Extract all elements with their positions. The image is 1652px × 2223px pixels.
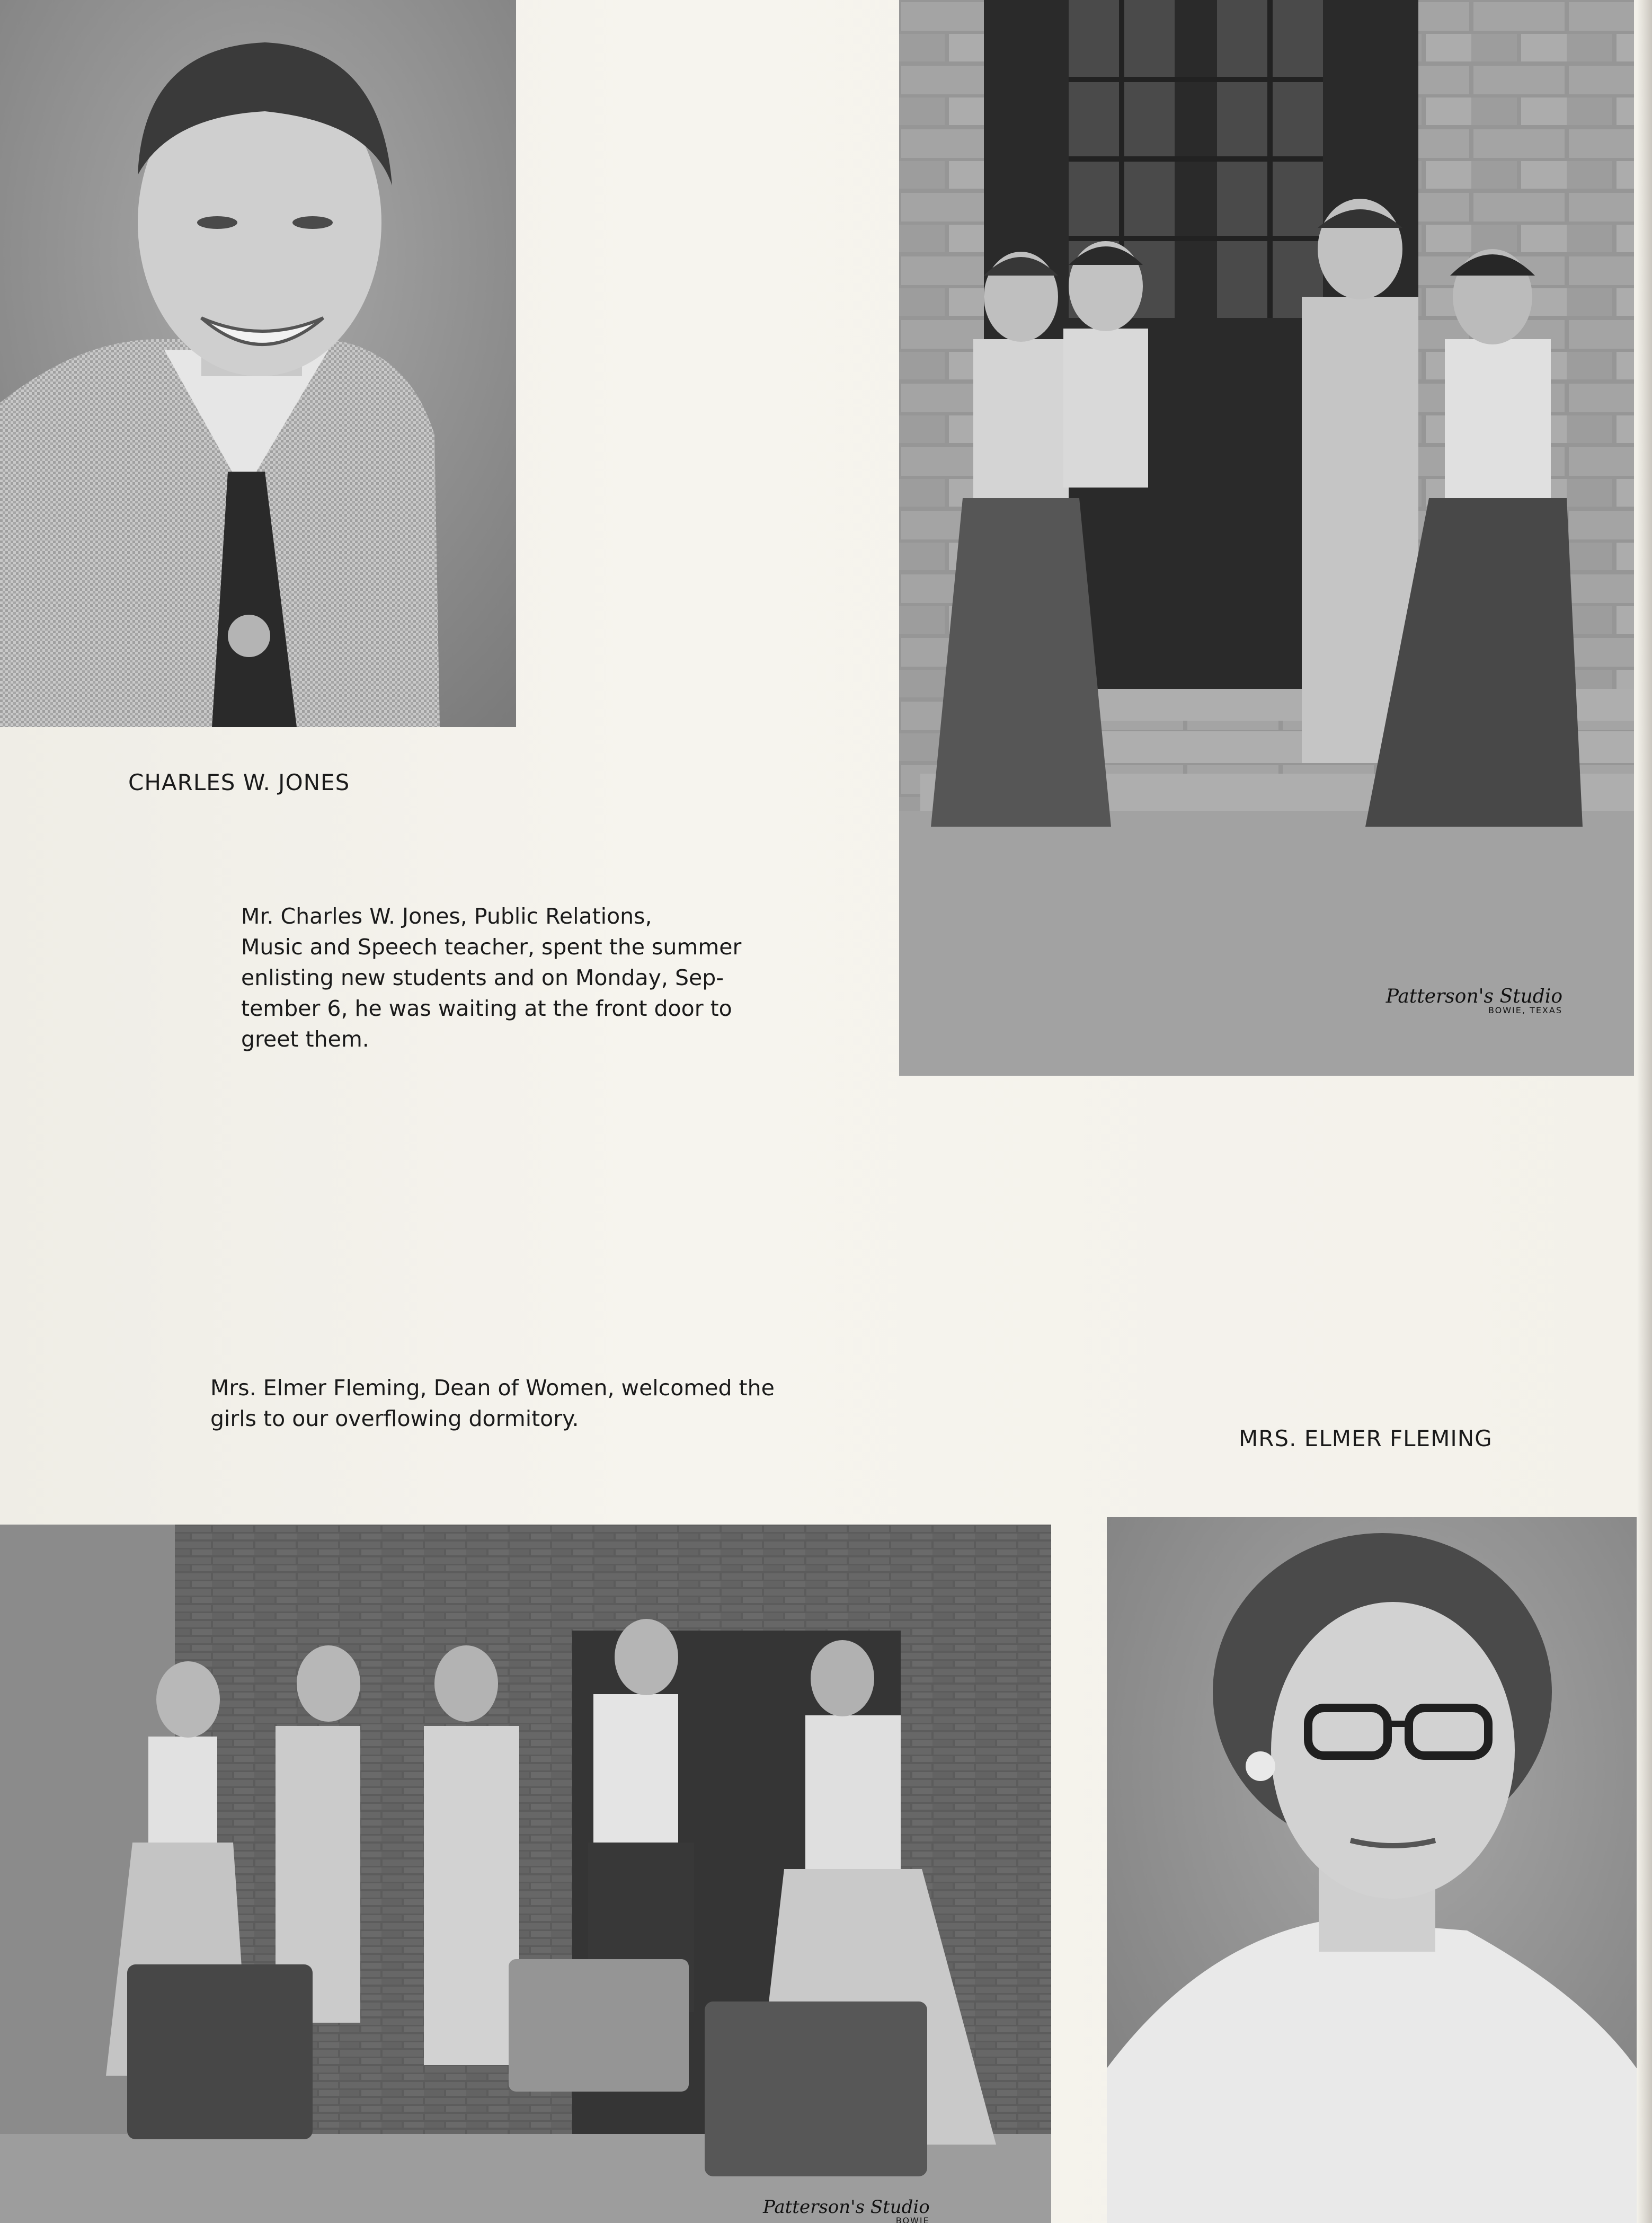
paragraph-line: greet them.	[241, 1026, 369, 1052]
photo-front-door-welcome	[899, 0, 1634, 1076]
studio-stamp-city: BOWIE	[895, 2216, 930, 2223]
paragraph-elmer-fleming	[210, 1372, 775, 1434]
caption-charles-jones: CHARLES W. JONES	[128, 769, 350, 795]
paragraph-line: Mr. Charles W. Jones, Public Relations,	[241, 904, 652, 929]
paragraph-line: Mrs. Elmer Fleming, Dean of Women, welcomed the	[210, 1375, 775, 1401]
paragraph-line: enlisting new students and on Monday, Sep-	[241, 965, 724, 990]
paragraph-line: Music and Speech teacher, spent the summer	[241, 934, 742, 960]
page-edge-shadow	[1637, 0, 1652, 2223]
paragraph-line: tember 6, he was waiting at the front door to	[241, 996, 732, 1021]
portrait-charles-jones	[0, 0, 516, 727]
paragraph-charles-jones	[241, 901, 741, 1055]
caption-elmer-fleming: MRS. ELMER FLEMING	[1239, 1425, 1493, 1451]
photo-dormitory-arrival	[0, 1525, 1051, 2223]
paragraph-line: girls to our overflowing dormitory.	[210, 1406, 579, 1431]
studio-stamp	[1386, 986, 1562, 1015]
portrait-elmer-fleming	[1107, 1517, 1637, 2223]
studio-stamp-name: Patterson's Studio	[1385, 986, 1562, 1007]
studio-stamp-name: Patterson's Studio	[763, 2197, 930, 2218]
studio-stamp	[763, 2197, 930, 2223]
studio-stamp-city: BOWIE, TEXAS	[1488, 1005, 1562, 1015]
